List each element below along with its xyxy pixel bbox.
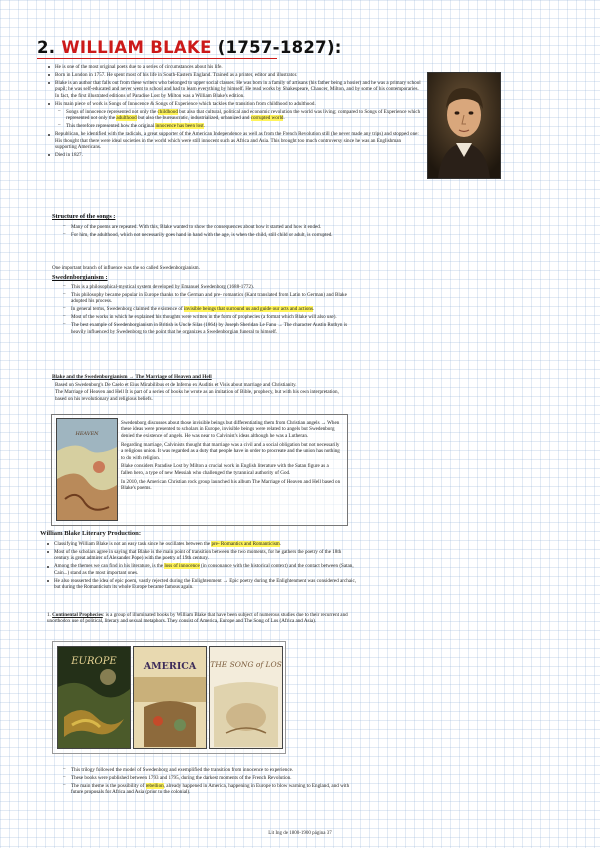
list-item: Died in 1827. [47, 152, 421, 158]
mhh-paragraphs [55, 382, 351, 402]
list-item: Blake is an author that falls out from these writers who belonged to upper social classes. He was born in a family of artisans (his father being a hosier) and he was a primary school pupil; he was self-educated and never went to school and had to learn everything by himself. He read works by Shakespeare, Chaucer, Milton, and by some of his contemporaries. In fact, the first illustrated editions of Paradise Lost by Milton was a William Blake's edition. [47, 80, 421, 99]
list-item: Among the themes we can find in his literature, is the loss of innocence (in consonance with the historical context) and the contact between (Satan, Cain...) stand as the most important ones. [46, 563, 356, 576]
literary-title: William Blake Literary Production: [40, 530, 142, 537]
structure-bullets [62, 224, 344, 240]
sub-list-item: – This therefore represented how the original innocence has been lost. [57, 123, 421, 129]
list-item: – This philosophy became popular in Europe thanks to the German and pre- romantics (Kant translated from Latin to German) and Blake adopted his process. [62, 292, 352, 305]
swedenborgianism-bullets [62, 284, 352, 337]
list-item: Most of the scholars agree in saying that Blake is the main point of transition between the two moments, for he gathers the poetry of the 18th century is great admirer of Alexander Pope) with the poetry of 19th century. [46, 549, 356, 562]
song-of-los-cover-image [209, 646, 283, 749]
continental-label: Continental Prophecies [52, 612, 103, 618]
swed-intro-text: One important branch of influence was the so called Swedenborgianism. [52, 265, 200, 271]
list-item: His main piece of work is Songs of Innocence & Songs of Experience which tackles the transition from childhood to adulthood. [47, 101, 421, 107]
paragraph: Swedenborg discusses about those invisible beings but differentiating them from Christian angels → When these ideas were presented to scholars in Europe, invisible beings were related to angels but Swedenborg denied the existence of angels. He was near to Calvinist's ideas although he was a Lutheran. [121, 420, 340, 439]
trilogy-bullets [62, 767, 358, 797]
europe-cover-image [57, 646, 131, 749]
cover-title-text: EUROPE [71, 656, 117, 667]
paragraph: Regarding marriage, Calvinists thought that marriage was a civil and a social obligation but not necessarily a religious union. It was regarded as a duty that people have in order to procreate and the union has nothing to do with religion. [121, 441, 340, 461]
paragraph: Blake considers Paradise Lost by Milton a crucial work in English literature with the Satan figure as a fallen hero, a type of new Messiah who challenged the tyrannical authority of God. [121, 463, 329, 476]
mhh-title: Blake and the Swedenborgianism → The Marriage of Heaven and Hell [52, 374, 212, 380]
list-item: – Most of the works in which he explained his thoughts were written in the form of prophecies (a format which Blake will also use). [62, 314, 352, 320]
heading-number: 2. [37, 38, 56, 57]
paragraph: Based on Swedenborg's De Caelo et Eius Mirabilibus et de Inferno ex Auditis et Visis about marriage and Christianity. [55, 382, 297, 388]
mhh-boxed-text [121, 420, 341, 492]
structure-title: Structure of the songs : [52, 213, 116, 220]
list-item: – This is a philosophical-mystical system developed by Emanuel Swedenborg (1688-1772). [62, 284, 352, 290]
list-number: 1. [47, 612, 51, 618]
page-footer: Lit Ing de 1800-1900 página 37 [268, 831, 332, 836]
intro-bullets [47, 64, 421, 160]
list-item: – The best example of Swedenborgianism in British is Uncle Silas (1864) by Joseph Sheridan Le Fanu → The character Austin Ruthyn is heavily influenced by Swedenborg to the point that he organizes a Swedenborgian funeral to himself. [62, 322, 352, 335]
paragraph: In 2010, the American Christian rock group launched his album The Marriage of Heaven and Hell based on Blake's poems. [121, 478, 341, 492]
list-item: – The main theme is the possibility of rebellion, already happened in America, happening in Europe to blow warning to England, and with future proposals for Africa and Asia (prior to the colonial). [62, 783, 358, 796]
sub-list-item: – Songs of innocence represented not only the childhood but also that cultural, political and economic revolution the world was living; compared to Songs of Experience which represented not only the adulthood but also the bureaucratic, industrialized, urbanized and corrupted world. [57, 109, 421, 122]
cover-title-text: THE SONG of LOS [210, 660, 282, 669]
list-item: Born in London in 1757. He spent most of his life in South-Eastern England. Trained as a printer, editor and illustrator. [47, 72, 421, 78]
mhh-cover-image [56, 418, 118, 521]
cover-title-text: AMERICA [143, 661, 197, 672]
list-item: – In general terms, Swedenborg claimed the existence of invisible beings that surround us and guide our acts and actions. [62, 306, 352, 312]
heading-name: WILLIAM BLAKE [61, 38, 212, 57]
paragraph: The Marriage of Heaven and Hell It is part of a series of books he wrote as an imitation of Bible, prophecy, but with his own interpretation, based on his revolutionary and religious beliefs. [55, 389, 339, 402]
continental-prophecies-paragraph [47, 612, 357, 625]
america-cover-image [133, 646, 207, 749]
list-item: He is one of the most original poets due to a series of circumstances about his life. [47, 64, 421, 70]
heading-dates: (1757-1827): [217, 38, 342, 57]
list-item: – For him, the adulthood, which not necessarily goes hand in hand with the age, is when the child, still child or adult, is corrupted. [62, 232, 344, 238]
list-item: – This trilogy followed the model of Swedenborg and exemplified the transition from innocence to experience. [62, 767, 358, 773]
list-item: Classifying William Blake is not an easy task since he oscillates between the pre- Romantics and Romanticism. [46, 541, 356, 547]
swedenborgianism-title: Swedenborgianism : [52, 274, 108, 281]
blake-portrait-image [427, 72, 501, 179]
continental-text: : is a group of illuminated books by William Blake that have been subject of numerous studies due to their recurrent and unorthodox use of political, literary and sexual metaphors. They consist of America, Europe and The Song of Los (Africa and Asia). [47, 612, 348, 625]
section-heading [37, 38, 342, 57]
heading-underline [37, 58, 277, 59]
list-item: – These books were published between 1793 and 1795, during the darkest moments of the French Revolution. [62, 775, 358, 781]
list-item: Republican, he identified with the radicals, a great supporter of the American Independence as well as from the French Revolution still (he never made any trips) and stopped one: His thought that there were ideal societies in the world which were still innocent such as Africa and Asia. This brought too much controversy since he was an Englishman supporting Americans. [47, 131, 421, 150]
list-item: – Many of the poems are repeated. With this, Blake wanted to show the consequences about how it started and how it ended. [62, 224, 344, 230]
literary-bullets [46, 541, 356, 592]
list-item: He also reasserted the idea of epic poem, vastly rejected during the Enlightenment → Epic poetry during the Enlightenment was considered archaic, but during the Romanticism its whole Europe became famous again. [46, 578, 356, 591]
cover-lettering: HEAVEN [75, 431, 99, 437]
